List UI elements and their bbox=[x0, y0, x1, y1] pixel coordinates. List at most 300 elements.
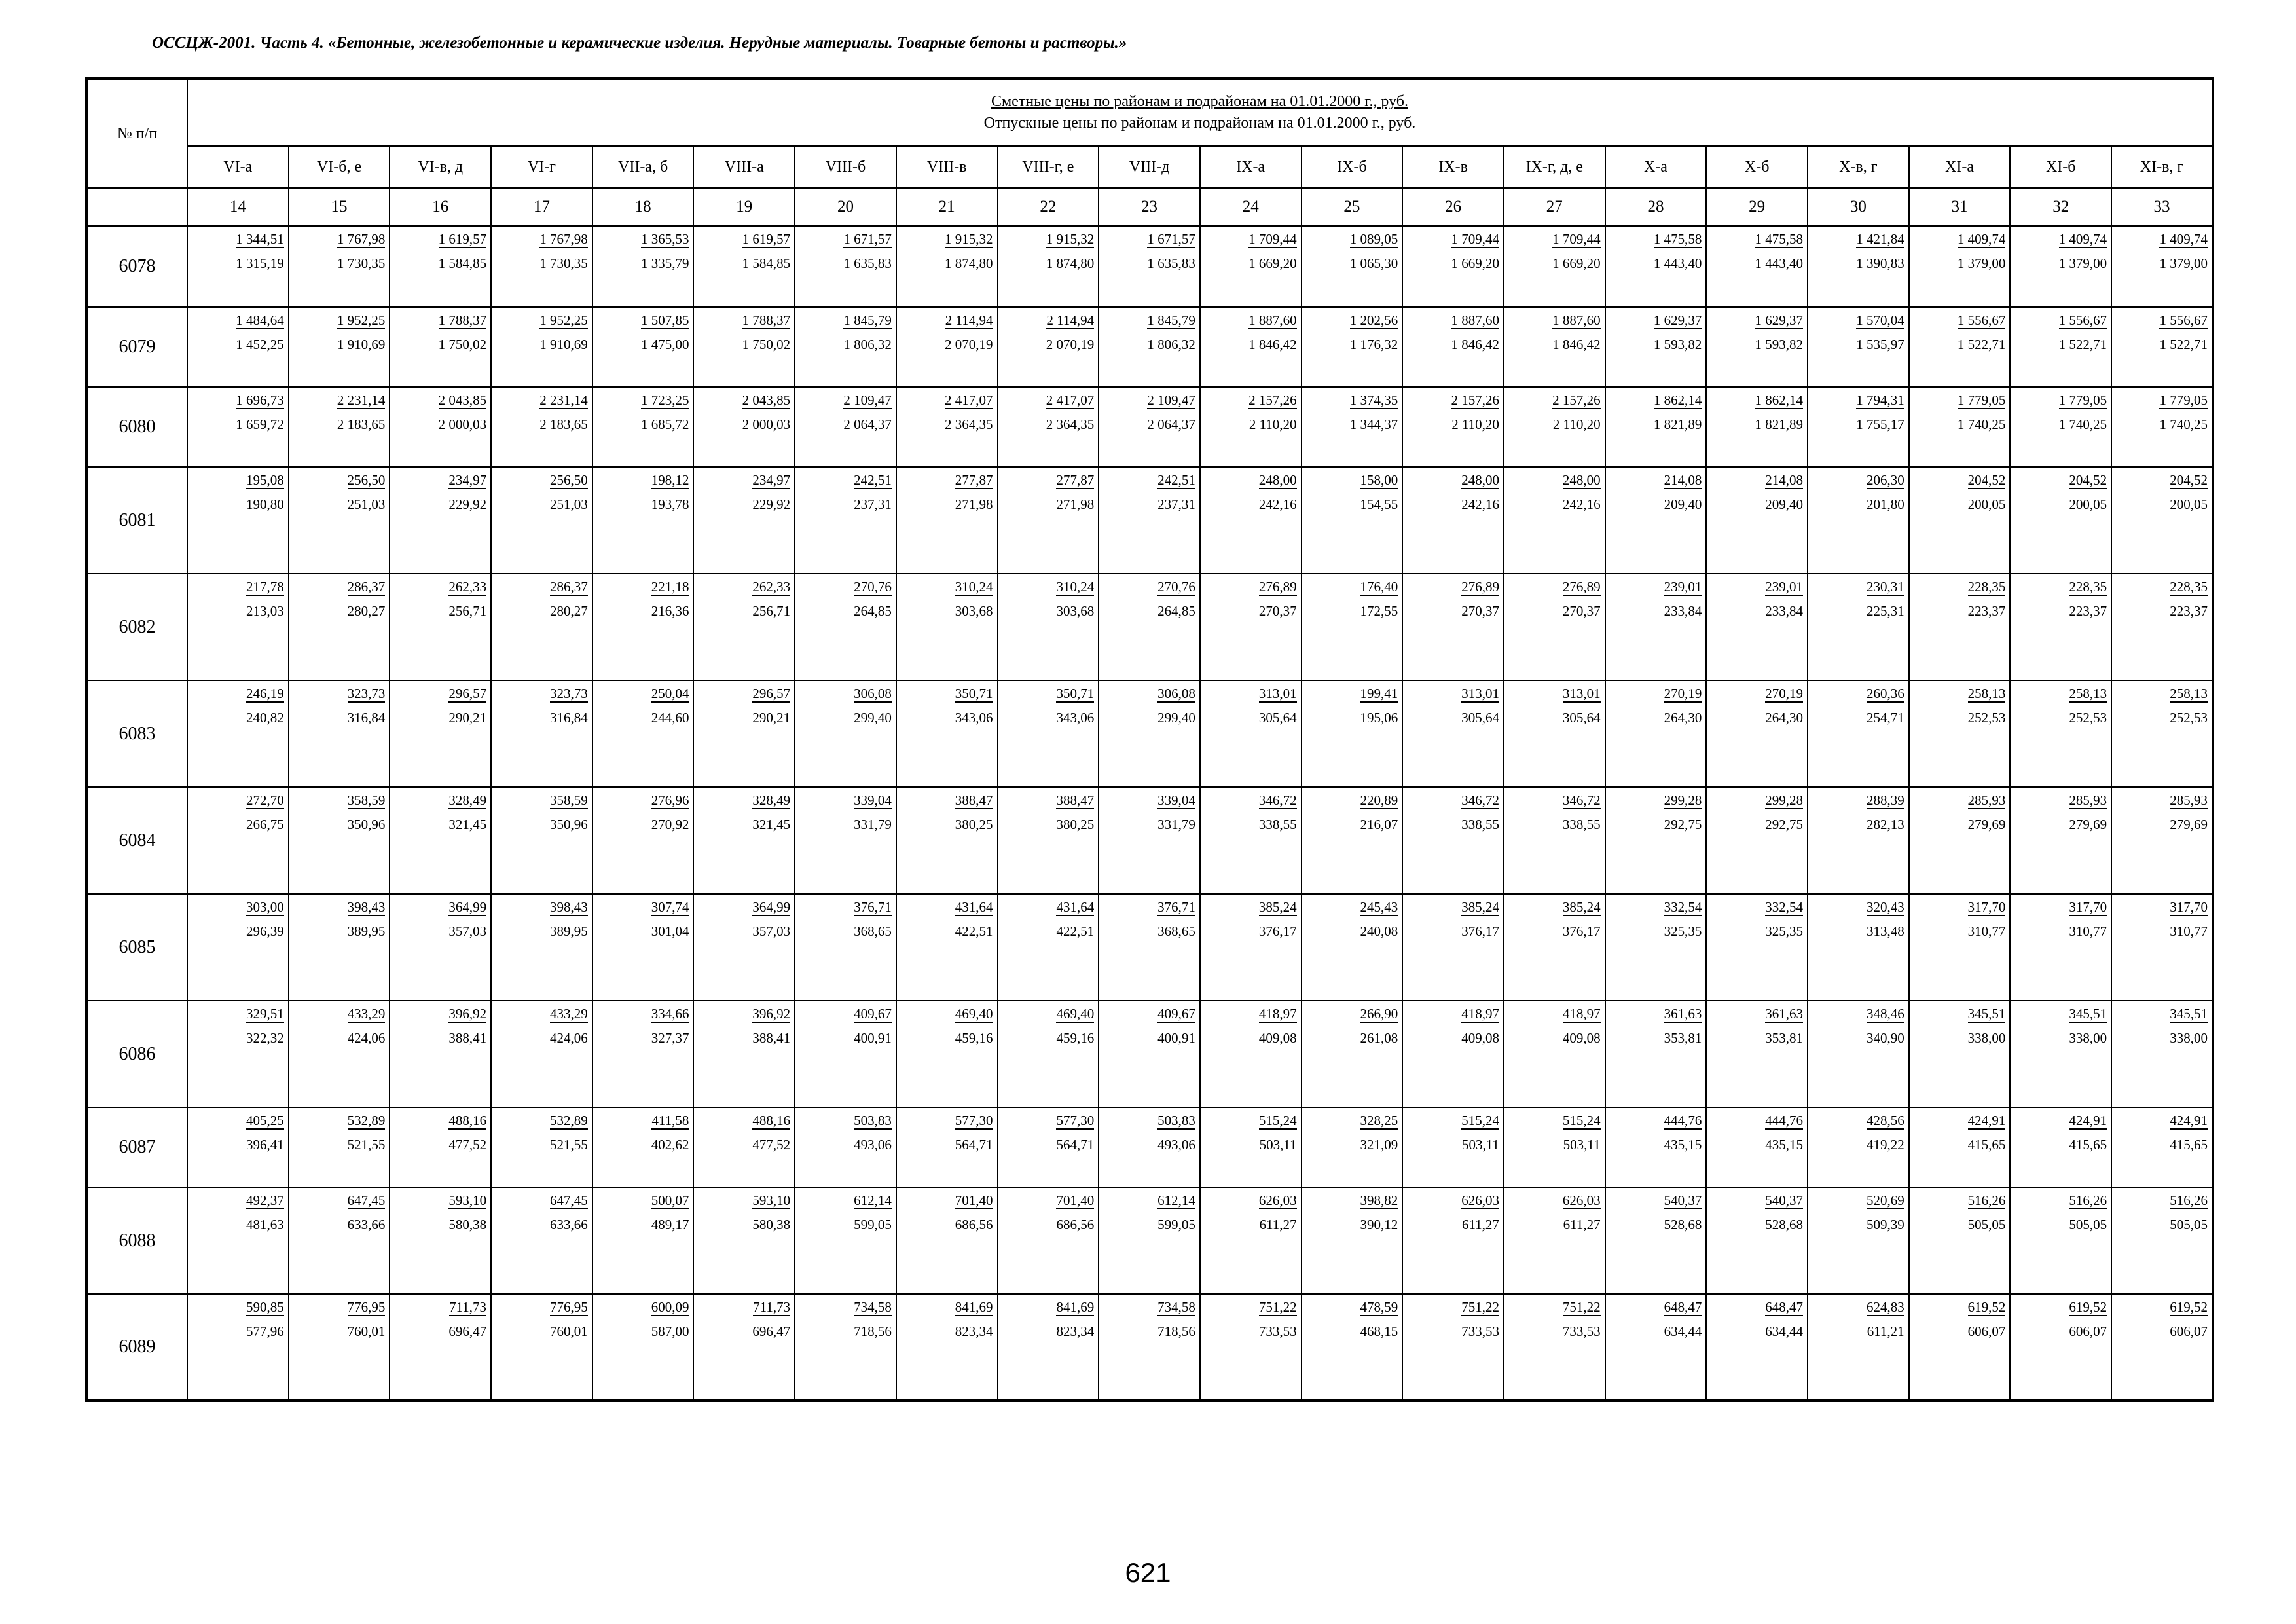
estimate-price: 176,40 bbox=[1360, 579, 1398, 595]
estimate-price-wrap bbox=[1606, 471, 1702, 489]
estimate-price: 1 409,74 bbox=[2058, 231, 2107, 247]
release-price: 252,53 bbox=[1967, 710, 2006, 726]
release-price: 1 874,80 bbox=[1046, 255, 1095, 271]
price-cell bbox=[2111, 680, 2213, 787]
estimate-price: 619,52 bbox=[2170, 1299, 2208, 1315]
release-price: 380,25 bbox=[955, 817, 993, 832]
estimate-price: 1 779,05 bbox=[2159, 392, 2208, 408]
release-price: 305,64 bbox=[1461, 710, 1499, 726]
estimate-price-wrap bbox=[1302, 312, 1398, 329]
estimate-price-wrap bbox=[1707, 1192, 1803, 1209]
price-cell bbox=[187, 226, 289, 307]
estimate-price: 328,25 bbox=[1360, 1113, 1398, 1128]
estimate-price: 433,29 bbox=[347, 1006, 386, 1022]
price-cell bbox=[896, 787, 998, 894]
release-price: 338,55 bbox=[1258, 817, 1297, 832]
release-price: 1 669,20 bbox=[1451, 255, 1499, 271]
row-number: 6082 bbox=[86, 574, 187, 680]
price-cell bbox=[998, 1187, 1099, 1294]
price-cell bbox=[1909, 387, 2011, 467]
release-price: 435,15 bbox=[1664, 1137, 1702, 1153]
estimate-price-wrap bbox=[188, 898, 284, 916]
region-header: X-б bbox=[1706, 146, 1808, 188]
estimate-price: 1 202,56 bbox=[1349, 312, 1398, 328]
estimate-price: 313,01 bbox=[1562, 686, 1601, 701]
price-cell bbox=[1200, 226, 1302, 307]
release-price: 599,05 bbox=[1157, 1217, 1195, 1232]
estimate-price-wrap bbox=[1099, 392, 1195, 409]
estimate-price: 503,83 bbox=[854, 1113, 892, 1128]
price-cell bbox=[795, 787, 896, 894]
estimate-price-wrap bbox=[1707, 1299, 1803, 1316]
table-body bbox=[86, 226, 2213, 1401]
estimate-price-wrap bbox=[1403, 312, 1499, 329]
estimate-price-wrap bbox=[2011, 1005, 2107, 1023]
estimate-price-wrap bbox=[1606, 1112, 1702, 1130]
price-cell bbox=[1605, 307, 1707, 387]
release-price: 1 910,69 bbox=[337, 337, 386, 352]
estimate-price-wrap bbox=[1707, 1005, 1803, 1023]
estimate-price: 2 417,07 bbox=[945, 392, 993, 408]
price-cell bbox=[693, 1001, 795, 1107]
release-price: 270,37 bbox=[1461, 603, 1499, 619]
estimate-price: 204,52 bbox=[1967, 472, 2006, 488]
price-cell bbox=[1808, 307, 1909, 387]
estimate-price-wrap bbox=[1808, 1299, 1904, 1316]
estimate-price: 405,25 bbox=[246, 1113, 284, 1128]
estimate-price: 469,40 bbox=[955, 1006, 993, 1022]
price-cell bbox=[390, 680, 491, 787]
price-cell bbox=[592, 387, 694, 467]
estimate-price-wrap bbox=[492, 312, 588, 329]
estimate-price: 328,49 bbox=[752, 792, 791, 808]
release-price: 282,13 bbox=[1866, 817, 1904, 832]
estimate-price-wrap bbox=[1201, 312, 1297, 329]
region-header: VI-а bbox=[187, 146, 289, 188]
estimate-price-wrap bbox=[2112, 898, 2208, 916]
estimate-price: 220,89 bbox=[1360, 792, 1398, 808]
price-cell bbox=[1099, 787, 1200, 894]
release-price: 2 000,03 bbox=[742, 416, 791, 432]
estimate-price: 647,45 bbox=[550, 1192, 588, 1208]
release-price: 353,81 bbox=[1664, 1030, 1702, 1046]
estimate-price: 320,43 bbox=[1866, 899, 1904, 915]
price-cell bbox=[795, 1001, 896, 1107]
price-cell bbox=[1402, 226, 1504, 307]
estimate-price: 1 915,32 bbox=[945, 231, 993, 247]
estimate-price-wrap bbox=[1808, 231, 1904, 248]
estimate-price: 515,24 bbox=[1562, 1113, 1601, 1128]
release-price: 242,16 bbox=[1562, 496, 1601, 512]
release-price: 1 379,00 bbox=[2159, 255, 2208, 271]
estimate-price: 1 696,73 bbox=[236, 392, 284, 408]
price-cell bbox=[1909, 1187, 2011, 1294]
estimate-price-wrap bbox=[593, 1005, 689, 1023]
estimate-price: 270,76 bbox=[1157, 579, 1195, 595]
price-cell bbox=[289, 1001, 390, 1107]
estimate-price-wrap bbox=[897, 578, 993, 596]
estimate-price: 648,47 bbox=[1664, 1299, 1702, 1315]
estimate-price: 248,00 bbox=[1461, 472, 1499, 488]
estimate-price: 296,57 bbox=[448, 686, 487, 701]
price-cell bbox=[491, 1294, 592, 1401]
estimate-price-wrap bbox=[1201, 685, 1297, 703]
price-cell bbox=[2010, 1294, 2111, 1401]
estimate-price: 2 109,47 bbox=[1147, 392, 1195, 408]
release-price: 415,65 bbox=[2170, 1137, 2208, 1153]
estimate-price: 1 952,25 bbox=[337, 312, 386, 328]
price-cell bbox=[1504, 680, 1605, 787]
estimate-price-wrap bbox=[2112, 231, 2208, 248]
estimate-price: 310,24 bbox=[1056, 579, 1095, 595]
estimate-price-wrap bbox=[1099, 1192, 1195, 1209]
estimate-price-wrap bbox=[1707, 578, 1803, 596]
estimate-price: 612,14 bbox=[854, 1192, 892, 1208]
estimate-price: 199,41 bbox=[1360, 686, 1398, 701]
region-header: VII-а, б bbox=[592, 146, 694, 188]
table-row bbox=[86, 1107, 2213, 1187]
release-price: 696,47 bbox=[752, 1323, 791, 1339]
estimate-price: 198,12 bbox=[651, 472, 689, 488]
release-price: 409,08 bbox=[1461, 1030, 1499, 1046]
price-cell bbox=[896, 387, 998, 467]
estimate-price-wrap bbox=[795, 231, 892, 248]
price-cell bbox=[1099, 1107, 1200, 1187]
estimate-price: 776,95 bbox=[347, 1299, 386, 1315]
price-cell bbox=[289, 574, 390, 680]
estimate-price: 376,71 bbox=[1157, 899, 1195, 915]
price-cell bbox=[1402, 574, 1504, 680]
price-cell bbox=[187, 574, 289, 680]
price-cell bbox=[1200, 1107, 1302, 1187]
estimate-price: 444,76 bbox=[1765, 1113, 1803, 1128]
price-cell bbox=[2111, 1187, 2213, 1294]
release-price: 634,44 bbox=[1765, 1323, 1803, 1339]
estimate-price-wrap bbox=[1403, 1112, 1499, 1130]
estimate-price-wrap bbox=[1808, 685, 1904, 703]
estimate-price: 751,22 bbox=[1461, 1299, 1499, 1315]
price-cell bbox=[1808, 1001, 1909, 1107]
estimate-price: 612,14 bbox=[1157, 1192, 1195, 1208]
release-price: 240,08 bbox=[1360, 923, 1398, 939]
release-price: 1 443,40 bbox=[1755, 255, 1803, 271]
estimate-price-wrap bbox=[492, 898, 588, 916]
release-price: 760,01 bbox=[550, 1323, 588, 1339]
estimate-price-wrap bbox=[897, 792, 993, 809]
release-price: 2 064,37 bbox=[843, 416, 892, 432]
estimate-price-wrap bbox=[2112, 792, 2208, 809]
price-cell bbox=[1200, 387, 1302, 467]
estimate-price: 2 417,07 bbox=[1046, 392, 1095, 408]
estimate-price-wrap bbox=[1201, 471, 1297, 489]
column-number: 31 bbox=[1909, 188, 2011, 226]
estimate-price: 285,93 bbox=[1967, 792, 2006, 808]
price-cell bbox=[896, 467, 998, 574]
estimate-price: 701,40 bbox=[955, 1192, 993, 1208]
price-cell bbox=[693, 894, 795, 1001]
estimate-price-wrap bbox=[188, 685, 284, 703]
estimate-price-wrap bbox=[492, 1299, 588, 1316]
price-cell bbox=[1402, 1294, 1504, 1401]
price-cell bbox=[1504, 574, 1605, 680]
release-price: 2 183,65 bbox=[337, 416, 386, 432]
price-cell bbox=[1200, 467, 1302, 574]
estimate-price: 361,63 bbox=[1664, 1006, 1702, 1022]
estimate-price: 1 709,44 bbox=[1248, 231, 1297, 247]
price-cell bbox=[289, 226, 390, 307]
estimate-price: 248,00 bbox=[1562, 472, 1601, 488]
release-price: 696,47 bbox=[448, 1323, 487, 1339]
release-price: 1 379,00 bbox=[1957, 255, 2006, 271]
release-price: 331,79 bbox=[854, 817, 892, 832]
estimate-price-wrap bbox=[1707, 1112, 1803, 1130]
release-price: 389,95 bbox=[550, 923, 588, 939]
release-price: 1 584,85 bbox=[742, 255, 791, 271]
price-cell bbox=[390, 307, 491, 387]
release-price: 505,05 bbox=[1967, 1217, 2006, 1232]
estimate-price-wrap bbox=[1099, 1299, 1195, 1316]
estimate-price-wrap bbox=[1504, 578, 1601, 596]
price-cell bbox=[2111, 1001, 2213, 1107]
region-header: VIII-г, е bbox=[998, 146, 1099, 188]
estimate-price: 256,50 bbox=[347, 472, 386, 488]
estimate-price: 317,70 bbox=[1967, 899, 2006, 915]
price-cell bbox=[693, 1107, 795, 1187]
release-price: 201,80 bbox=[1866, 496, 1904, 512]
estimate-price-wrap bbox=[897, 231, 993, 248]
estimate-price-wrap bbox=[897, 685, 993, 703]
price-cell bbox=[1504, 226, 1605, 307]
estimate-price-wrap bbox=[694, 578, 790, 596]
release-price: 1 821,89 bbox=[1653, 416, 1702, 432]
estimate-price: 396,92 bbox=[448, 1006, 487, 1022]
estimate-price-wrap bbox=[188, 1005, 284, 1023]
price-cell bbox=[1706, 467, 1808, 574]
estimate-price-wrap bbox=[694, 685, 790, 703]
estimate-price: 2 043,85 bbox=[742, 392, 791, 408]
estimate-price-wrap bbox=[188, 1112, 284, 1130]
table-row bbox=[86, 307, 2213, 387]
estimate-price: 206,30 bbox=[1866, 472, 1904, 488]
price-cell bbox=[2111, 574, 2213, 680]
region-header: VI-в, д bbox=[390, 146, 491, 188]
release-price: 313,48 bbox=[1866, 923, 1904, 939]
price-cell bbox=[2010, 787, 2111, 894]
release-price: 280,27 bbox=[347, 603, 386, 619]
release-price: 368,65 bbox=[1157, 923, 1195, 939]
estimate-price-wrap bbox=[1707, 392, 1803, 409]
price-cell bbox=[998, 894, 1099, 1001]
price-cell bbox=[693, 787, 795, 894]
price-cell bbox=[1706, 307, 1808, 387]
release-price: 310,77 bbox=[2170, 923, 2208, 939]
release-price: 264,85 bbox=[1157, 603, 1195, 619]
release-price: 2 070,19 bbox=[1046, 337, 1095, 352]
estimate-price-wrap bbox=[593, 231, 689, 248]
price-cell bbox=[1402, 1187, 1504, 1294]
price-cell bbox=[1302, 1001, 1403, 1107]
price-cell bbox=[289, 787, 390, 894]
estimate-price-wrap bbox=[795, 1005, 892, 1023]
price-cell bbox=[289, 1187, 390, 1294]
estimate-price: 270,19 bbox=[1765, 686, 1803, 701]
estimate-price-wrap bbox=[188, 792, 284, 809]
estimate-price: 1 421,84 bbox=[1856, 231, 1904, 247]
estimate-price-wrap bbox=[1302, 685, 1398, 703]
price-cell bbox=[289, 387, 390, 467]
release-price: 686,56 bbox=[1056, 1217, 1095, 1232]
release-price: 343,06 bbox=[1056, 710, 1095, 726]
estimate-price-wrap bbox=[897, 1299, 993, 1316]
price-cell bbox=[2010, 226, 2111, 307]
estimate-price: 1 887,60 bbox=[1451, 312, 1499, 328]
price-cell bbox=[1909, 680, 2011, 787]
release-price: 242,16 bbox=[1258, 496, 1297, 512]
estimate-price-wrap bbox=[188, 578, 284, 596]
estimate-price-wrap bbox=[1606, 231, 1702, 248]
estimate-price: 590,85 bbox=[246, 1299, 284, 1315]
estimate-price-wrap bbox=[998, 392, 1095, 409]
estimate-price: 1 671,57 bbox=[843, 231, 892, 247]
estimate-price: 248,00 bbox=[1258, 472, 1297, 488]
estimate-price: 364,99 bbox=[448, 899, 487, 915]
estimate-price-wrap bbox=[1099, 578, 1195, 596]
release-price: 1 635,83 bbox=[843, 255, 892, 271]
estimate-price: 234,97 bbox=[752, 472, 791, 488]
estimate-price-wrap bbox=[1808, 312, 1904, 329]
estimate-price-wrap bbox=[2011, 392, 2107, 409]
price-cell bbox=[289, 1294, 390, 1401]
release-price: 580,38 bbox=[448, 1217, 487, 1232]
estimate-price-wrap bbox=[795, 578, 892, 596]
price-cell bbox=[592, 467, 694, 574]
estimate-price: 1 475,58 bbox=[1653, 231, 1702, 247]
estimate-price: 358,59 bbox=[347, 792, 386, 808]
estimate-price-wrap bbox=[1808, 392, 1904, 409]
estimate-price: 288,39 bbox=[1866, 792, 1904, 808]
estimate-price-wrap bbox=[593, 1112, 689, 1130]
release-price: 209,40 bbox=[1664, 496, 1702, 512]
estimate-price: 306,08 bbox=[1157, 686, 1195, 701]
release-price: 310,77 bbox=[2069, 923, 2107, 939]
release-price: 459,16 bbox=[955, 1030, 993, 1046]
estimate-price: 2 157,26 bbox=[1248, 392, 1297, 408]
price-cell bbox=[491, 680, 592, 787]
estimate-price-wrap bbox=[390, 1192, 486, 1209]
price-cell bbox=[1808, 1107, 1909, 1187]
release-price: 340,90 bbox=[1866, 1030, 1904, 1046]
table-row bbox=[86, 1294, 2213, 1401]
estimate-price: 1 862,14 bbox=[1653, 392, 1702, 408]
estimate-price: 228,35 bbox=[2069, 579, 2107, 595]
column-number: 21 bbox=[896, 188, 998, 226]
release-price: 564,71 bbox=[1056, 1137, 1095, 1153]
estimate-price: 1 794,31 bbox=[1856, 392, 1904, 408]
estimate-price: 276,96 bbox=[651, 792, 689, 808]
price-cell bbox=[1099, 226, 1200, 307]
estimate-price: 334,66 bbox=[651, 1006, 689, 1022]
estimate-price: 648,47 bbox=[1765, 1299, 1803, 1315]
estimate-price: 396,92 bbox=[752, 1006, 791, 1022]
estimate-price-wrap bbox=[1504, 1112, 1601, 1130]
estimate-price-wrap bbox=[795, 471, 892, 489]
release-price: 338,00 bbox=[2170, 1030, 2208, 1046]
estimate-price-wrap bbox=[390, 231, 486, 248]
estimate-price-wrap bbox=[1808, 578, 1904, 596]
estimate-price: 398,43 bbox=[550, 899, 588, 915]
release-price: 1 593,82 bbox=[1755, 337, 1803, 352]
price-cell bbox=[693, 226, 795, 307]
estimate-price: 376,71 bbox=[854, 899, 892, 915]
price-cell bbox=[2111, 387, 2213, 467]
estimate-price-wrap bbox=[1707, 312, 1803, 329]
release-price: 200,05 bbox=[1967, 496, 2006, 512]
release-price: 251,03 bbox=[550, 496, 588, 512]
price-cell bbox=[390, 1294, 491, 1401]
price-cell bbox=[187, 894, 289, 1001]
price-table bbox=[85, 77, 2214, 1402]
estimate-price-wrap bbox=[1302, 898, 1398, 916]
price-cell bbox=[1808, 1294, 1909, 1401]
price-cell bbox=[2010, 307, 2111, 387]
estimate-price: 204,52 bbox=[2170, 472, 2208, 488]
estimate-price: 228,35 bbox=[2170, 579, 2208, 595]
estimate-price: 250,04 bbox=[651, 686, 689, 701]
release-price: 316,84 bbox=[550, 710, 588, 726]
estimate-price: 734,58 bbox=[854, 1299, 892, 1315]
price-cell bbox=[896, 1294, 998, 1401]
estimate-price: 776,95 bbox=[550, 1299, 588, 1315]
row-number: 6087 bbox=[86, 1107, 187, 1187]
estimate-price: 262,33 bbox=[448, 579, 487, 595]
estimate-price-wrap bbox=[1606, 1005, 1702, 1023]
price-cell bbox=[1909, 574, 2011, 680]
estimate-price-wrap bbox=[2011, 1192, 2107, 1209]
release-price: 321,09 bbox=[1360, 1137, 1398, 1153]
estimate-price-wrap bbox=[593, 312, 689, 329]
price-cell bbox=[998, 787, 1099, 894]
price-cell bbox=[1402, 787, 1504, 894]
table-title bbox=[187, 79, 2213, 146]
region-header: X-в, г bbox=[1808, 146, 1909, 188]
release-price: 264,30 bbox=[1765, 710, 1803, 726]
price-cell bbox=[289, 307, 390, 387]
estimate-price: 841,69 bbox=[1056, 1299, 1095, 1315]
estimate-price-wrap bbox=[795, 1299, 892, 1316]
estimate-price-wrap bbox=[1201, 392, 1297, 409]
estimate-price: 276,89 bbox=[1258, 579, 1297, 595]
estimate-price-wrap bbox=[1707, 231, 1803, 248]
price-cell bbox=[2111, 467, 2213, 574]
release-price: 396,41 bbox=[246, 1137, 284, 1153]
price-cell bbox=[1909, 307, 2011, 387]
column-number: 23 bbox=[1099, 188, 1200, 226]
release-price: 388,41 bbox=[752, 1030, 791, 1046]
price-cell bbox=[1706, 1001, 1808, 1107]
release-price: 280,27 bbox=[550, 603, 588, 619]
price-cell bbox=[592, 1107, 694, 1187]
estimate-price: 270,76 bbox=[854, 579, 892, 595]
estimate-price: 276,89 bbox=[1461, 579, 1499, 595]
estimate-price: 323,73 bbox=[347, 686, 386, 701]
release-price: 503,11 bbox=[1563, 1137, 1601, 1153]
release-price: 305,64 bbox=[1562, 710, 1601, 726]
release-price: 415,65 bbox=[2069, 1137, 2107, 1153]
price-cell bbox=[289, 894, 390, 1001]
estimate-price: 469,40 bbox=[1056, 1006, 1095, 1022]
estimate-price-wrap bbox=[1504, 231, 1601, 248]
release-price: 1 874,80 bbox=[945, 255, 993, 271]
